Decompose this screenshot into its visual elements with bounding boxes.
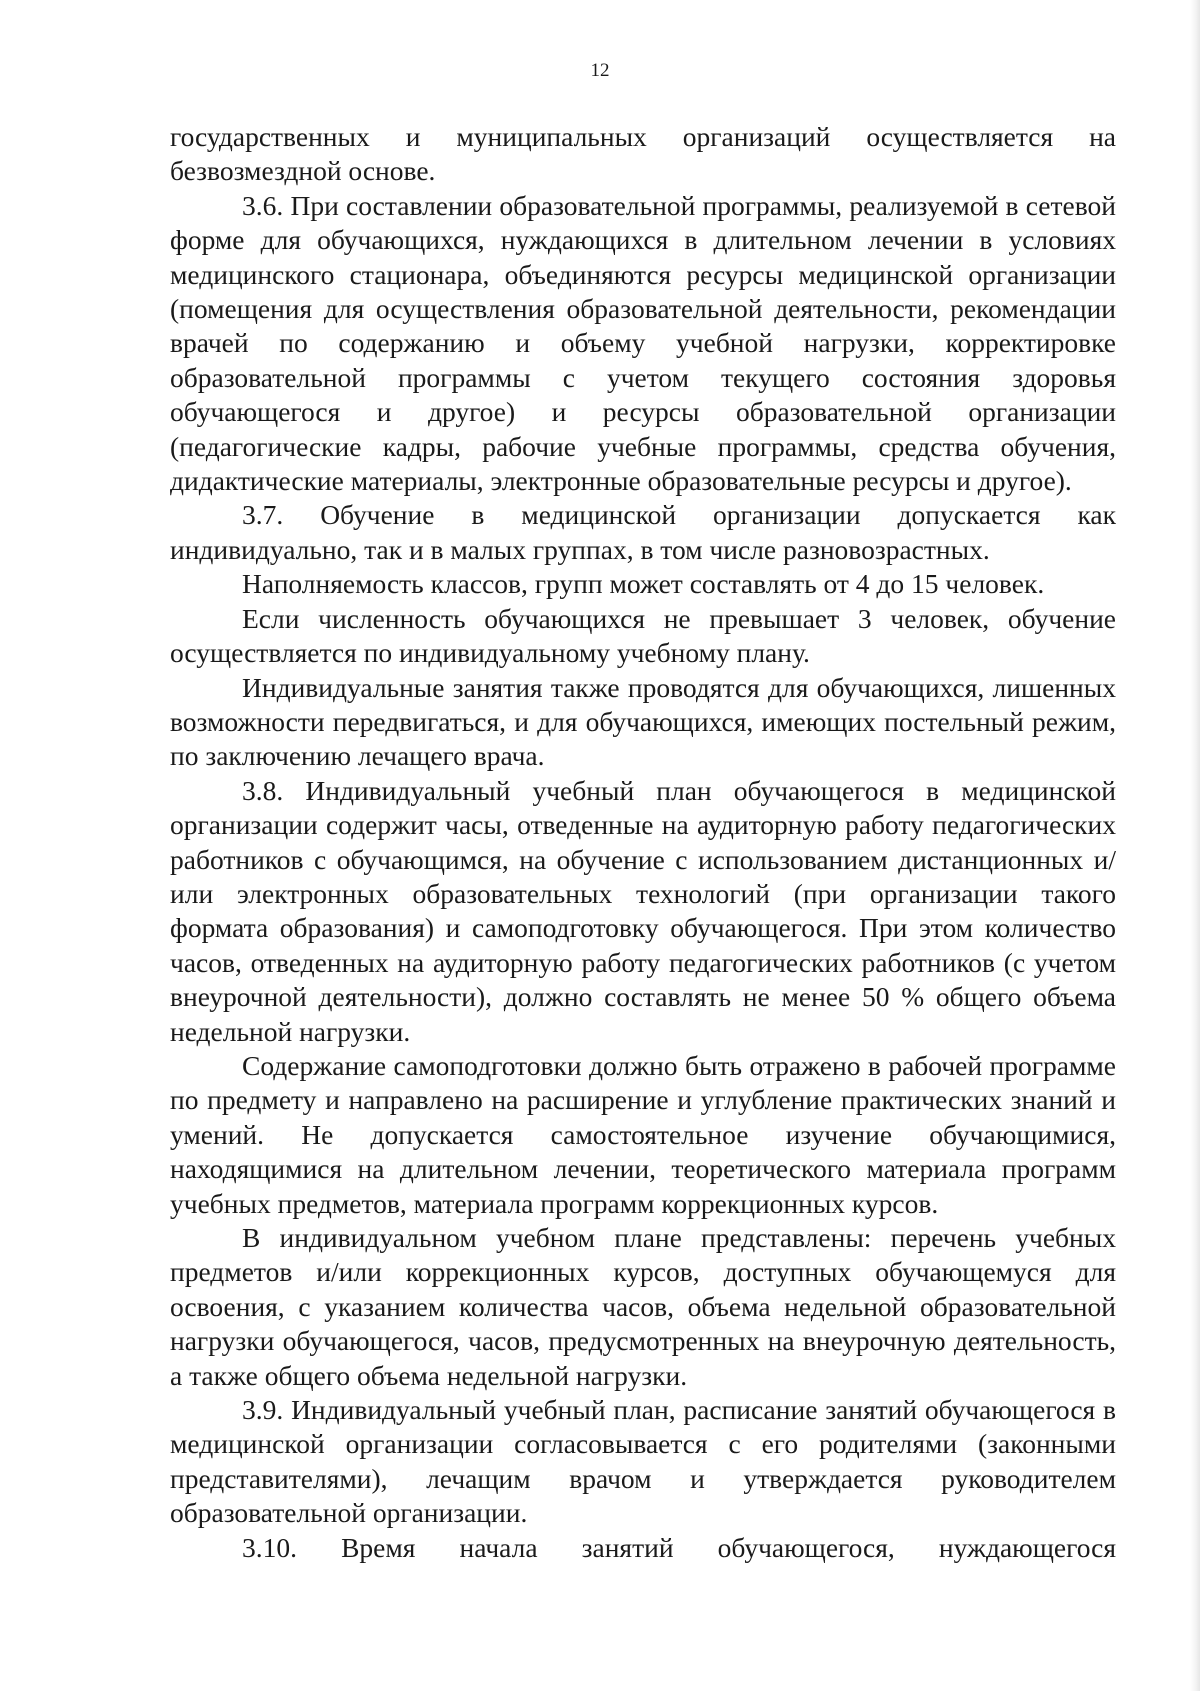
paragraph-individual-lessons: Индивидуальные занятия также проводятся для обучающихся, лишенных возможности передвигаться, и для обучающихся, имеющих постельный режим, по заключению лечащего врача.	[170, 671, 1116, 772]
paragraph-3-6: 3.6. При составлении образовательной программы, реализуемой в сетевой форме для обучающихся, нуждающихся в длительном лечении в условиях медицинского стационара, объединяются ресурсы медицинской организации (помещения для осуществления образовательной деятельности, рекомендации врачей по содержанию и объему учебной нагрузки, корректировке образовательной программы с учетом текущего состояния здоровья обучающегося и другое) и ресурсы образовательной организации (педагогические кадры, рабочие учебные программы, средства обучения, дидактические материалы, электронные образовательные ресурсы и другое).	[170, 189, 1116, 497]
paragraph-individual-plan-threshold: Если численность обучающихся не превышает 3 человек, обучение осуществляется по индивидуальному учебному плану.	[170, 602, 1116, 669]
paragraph-3-8: 3.8. Индивидуальный учебный план обучающегося в медицинской организации содержит часы, отведенные на аудиторную работу педагогических работников с обучающимся, на обучение с использованием дистанционных и/или электронных образовательных технологий (при организации такого формата образования) и самоподготовку обучающегося. При этом количество часов, отведенных на аудиторную работу педагогических работников (с учетом внеурочной деятельности), должно составлять не менее 50 % общего объема недельной нагрузки.	[170, 774, 1116, 1047]
paragraph-continuation: государственных и муниципальных организаций осуществляется на безвозмездной основе.	[170, 121, 1116, 187]
document-body	[170, 120, 1116, 1565]
paragraph-self-study: Содержание самоподготовки должно быть отражено в рабочей программе по предмету и направлено на расширение и углубление практических знаний и умений. Не допускается самостоятельное изучение обучающимися, находящимися на длительном лечении, теоретического материала программ учебных предметов, материала программ коррекционных курсов.	[170, 1049, 1116, 1219]
paragraph-plan-contents: В индивидуальном учебном плане представлены: перечень учебных предметов и/или коррекционных курсов, доступных обучающемуся для освоения, с указанием количества часов, объема недельной образовательной нагрузки обучающегося, часов, предусмотренных на внеурочную деятельность, а также общего объема недельной нагрузки.	[170, 1222, 1116, 1391]
paragraph-3-9: 3.9. Индивидуальный учебный план, расписание занятий обучающегося в медицинской организации согласовывается с его родителями (законными представителями), лечащим врачом и утверждается руководителем образовательной организации.	[170, 1394, 1116, 1529]
paragraph-3-10: 3.10. Время начала занятий обучающегося, нуждающегося	[242, 1531, 1116, 1563]
page-number: 12	[590, 60, 610, 81]
paragraph-class-size: Наполняемость классов, групп может составлять от 4 до 15 человек.	[242, 568, 1045, 600]
paragraph-3-7: 3.7. Обучение в медицинской организации допускается как индивидуально, так и в малых группах, в том числе разновозрастных.	[170, 499, 1116, 565]
scan-edge-shadow	[1190, 0, 1200, 1691]
